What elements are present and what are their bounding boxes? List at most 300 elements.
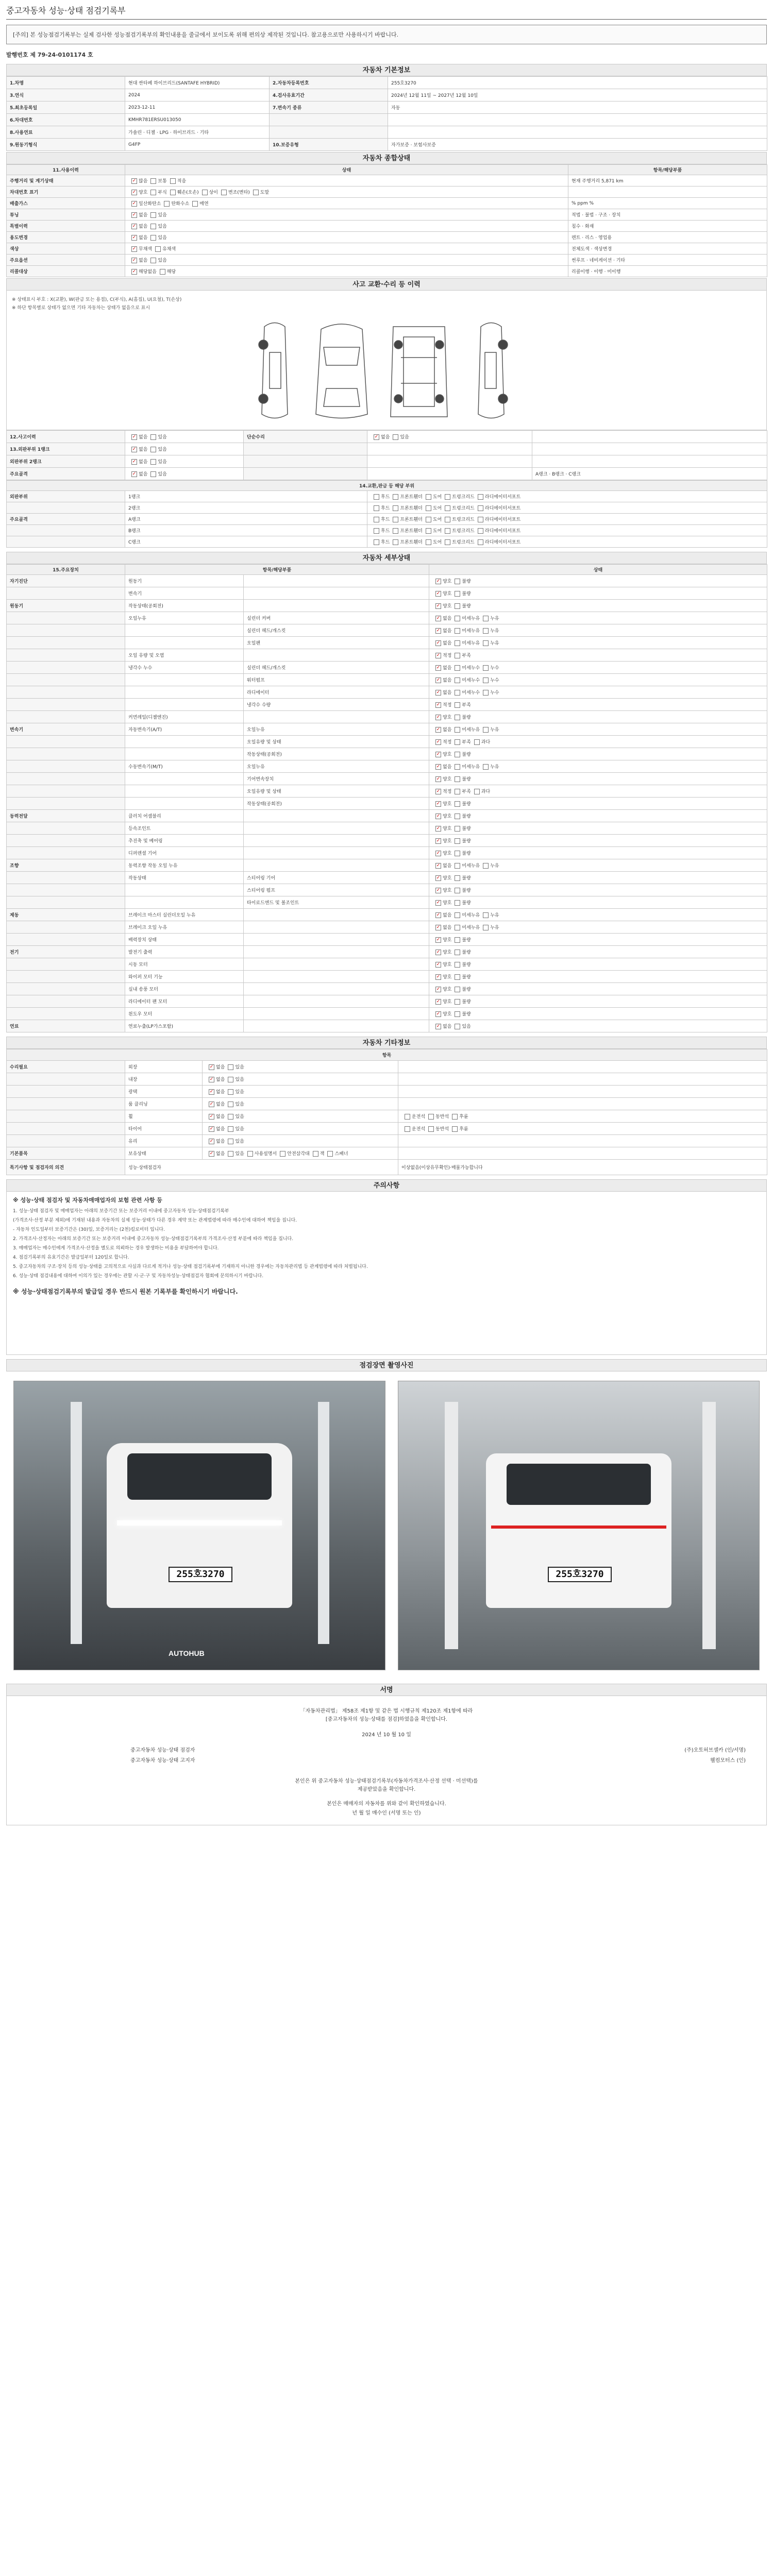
checkbox[interactable] — [435, 640, 441, 646]
checkbox[interactable] — [435, 851, 441, 856]
checkbox[interactable] — [131, 178, 137, 184]
checkbox[interactable] — [374, 528, 379, 534]
checkbox[interactable] — [155, 246, 161, 252]
checkbox[interactable] — [150, 258, 156, 263]
checkbox[interactable] — [478, 494, 483, 500]
basic-info-table — [6, 76, 767, 151]
caution-line: 2. 가격조사·산정자는 아래의 보증기간 또는 보증거리 이내에 중고자동차 성능·상태점검기록부의 가격조사·산정 부분에 따라 책임을 집니다. — [13, 1236, 294, 1242]
checkbox[interactable] — [150, 235, 156, 241]
basic-value: KMHR781ERSU013050 — [125, 114, 270, 126]
section-title-other: 자동차 기타정보 — [6, 1037, 767, 1049]
checkbox[interactable] — [455, 900, 460, 906]
checkbox[interactable] — [435, 628, 441, 634]
checkbox[interactable] — [150, 224, 156, 229]
checkbox[interactable] — [209, 1114, 214, 1120]
checkbox-label: 부족 — [462, 789, 471, 794]
checkbox[interactable] — [435, 814, 441, 819]
checkbox-label: 없음 — [443, 690, 452, 696]
checkbox[interactable] — [455, 764, 460, 770]
checkbox[interactable] — [455, 776, 460, 782]
checkbox[interactable] — [435, 591, 441, 597]
checkbox[interactable] — [455, 851, 460, 856]
checkbox[interactable] — [131, 201, 137, 207]
basic-value: 2024 — [125, 89, 270, 101]
checkbox-label: 양호 — [443, 839, 452, 844]
checkbox[interactable] — [478, 505, 483, 511]
checkbox-label: 양호 — [443, 987, 452, 992]
general-row — [7, 175, 767, 187]
checkbox[interactable] — [374, 434, 379, 440]
lift-pillar-left-rear — [445, 1402, 458, 1649]
checkbox[interactable] — [131, 246, 137, 252]
checkbox[interactable] — [435, 801, 441, 807]
checkbox[interactable] — [428, 1126, 434, 1132]
checkbox[interactable] — [374, 494, 379, 500]
basic-row — [7, 77, 767, 89]
detail-state — [429, 995, 767, 1008]
checkbox[interactable] — [435, 900, 441, 906]
checkbox[interactable] — [209, 1101, 214, 1107]
checkbox[interactable] — [455, 653, 460, 658]
checkbox[interactable] — [435, 912, 441, 918]
sign-body — [6, 1696, 767, 1825]
checkbox[interactable] — [455, 665, 460, 671]
general-key: 배출가스 — [7, 198, 125, 209]
checkbox[interactable] — [455, 640, 460, 646]
checkbox[interactable] — [435, 987, 441, 992]
photos-section — [6, 1359, 767, 1679]
checkbox-label: 후드 — [381, 529, 390, 534]
detail-sub: 윈도우 모터 — [125, 1008, 244, 1020]
checkbox[interactable] — [455, 912, 460, 918]
detail-row — [7, 946, 767, 958]
checkbox[interactable] — [150, 447, 156, 452]
detail-item: 라디에이터 — [244, 686, 429, 699]
detail-group — [7, 674, 125, 686]
exchange-parts — [367, 502, 767, 514]
checkbox[interactable] — [455, 888, 460, 893]
checkbox[interactable] — [393, 505, 398, 511]
detail-item: 냉각수 수량 — [244, 699, 429, 711]
checkbox[interactable] — [192, 201, 198, 207]
detail-group: 연료 — [7, 1020, 125, 1032]
general-header-usage: 11.사용이력 — [7, 165, 125, 175]
opinion-inspector-label: 성능·상태점검자 — [125, 1160, 398, 1175]
general-detail — [568, 187, 767, 198]
checkbox[interactable] — [483, 665, 489, 671]
checkbox[interactable] — [131, 258, 137, 263]
checkbox[interactable] — [455, 875, 460, 881]
basic-key-2: 7.변속기 종류 — [270, 101, 388, 114]
checkbox[interactable] — [455, 752, 460, 757]
detail-row — [7, 736, 767, 748]
checkbox[interactable] — [435, 764, 441, 770]
detail-state — [429, 674, 767, 686]
section-title-caution: 주의사항 — [6, 1179, 767, 1192]
checkbox[interactable] — [170, 178, 176, 184]
checkbox-label: 트렁크리드 — [452, 540, 475, 545]
detail-sub: 커먼레일(디젤엔진) — [125, 711, 244, 723]
checkbox[interactable] — [455, 739, 460, 745]
checkbox[interactable] — [483, 677, 489, 683]
checkbox[interactable] — [313, 1151, 318, 1157]
checkbox[interactable] — [452, 1114, 458, 1120]
checkbox[interactable] — [455, 950, 460, 955]
checkbox[interactable] — [228, 1101, 233, 1107]
checkbox[interactable] — [478, 539, 483, 545]
checkbox-label: 양호 — [443, 950, 452, 955]
checkbox[interactable] — [393, 494, 398, 500]
detail-sub: 자동변속기(A/T) — [125, 723, 244, 736]
checkbox[interactable] — [435, 739, 441, 745]
checkbox[interactable] — [131, 471, 137, 477]
checkbox-label: 프론트휀더 — [400, 540, 423, 545]
checkbox[interactable] — [455, 937, 460, 943]
checkbox[interactable] — [435, 875, 441, 881]
checkbox[interactable] — [209, 1151, 214, 1157]
checkbox[interactable] — [405, 1114, 410, 1120]
detail-sub: 작동상태(공회전) — [125, 600, 244, 612]
checkbox[interactable] — [150, 471, 156, 477]
basic-key: 9.원동기형식 — [7, 139, 125, 151]
detail-state — [429, 1008, 767, 1020]
checkbox[interactable] — [452, 1126, 458, 1132]
buyer-sign-line: 년 월 일 매수인 (서명 또는 인) — [352, 1810, 421, 1816]
checkbox[interactable] — [374, 505, 379, 511]
car-side-left-outline — [262, 323, 288, 418]
general-state — [125, 187, 568, 198]
checkbox[interactable] — [131, 235, 137, 241]
checkbox[interactable] — [426, 494, 431, 500]
other-group: 기본품목 — [7, 1147, 125, 1160]
checkbox-label: 양호 — [443, 851, 452, 856]
checkbox[interactable] — [405, 1126, 410, 1132]
checkbox[interactable] — [455, 1024, 460, 1029]
checkbox[interactable] — [455, 789, 460, 794]
other-group: 수리필요 — [7, 1061, 125, 1073]
checkbox[interactable] — [445, 505, 450, 511]
detail-row — [7, 587, 767, 600]
checkbox[interactable] — [228, 1151, 233, 1157]
checkbox[interactable] — [435, 925, 441, 930]
checkbox-label: 도어 — [432, 495, 442, 500]
general-detail: 적법 · 불법 · 구조 · 장치 — [568, 209, 767, 221]
accident-key-2: 단순수리 — [244, 431, 367, 443]
checkbox-label: 양호 — [443, 752, 452, 757]
wheel-right-rear — [498, 394, 508, 403]
checkbox[interactable] — [483, 764, 489, 770]
notifier-value: 웰컴모터스 (인) — [710, 1758, 746, 1764]
detail-sub: 배력장치 상태 — [125, 934, 244, 946]
checkbox[interactable] — [435, 616, 441, 621]
checkbox[interactable] — [455, 826, 460, 832]
opinion-label: 특기사항 및 점검자의 의견 — [7, 1160, 125, 1175]
checkbox[interactable] — [455, 962, 460, 968]
checkbox-label: 후드 — [381, 506, 390, 511]
checkbox[interactable] — [209, 1064, 214, 1070]
checkbox[interactable] — [150, 434, 156, 440]
checkbox[interactable] — [474, 789, 480, 794]
detail-sub: 디퍼렌셜 기어 — [125, 847, 244, 859]
checkbox[interactable] — [455, 727, 460, 733]
checkbox[interactable] — [150, 190, 156, 195]
checkbox[interactable] — [209, 1077, 214, 1082]
checkbox[interactable] — [131, 190, 137, 195]
checkbox[interactable] — [435, 776, 441, 782]
checkbox[interactable] — [131, 459, 137, 465]
checkbox-label: 훼손(오손) — [177, 190, 199, 195]
buyer-line-3: 본인은 매매자의 자동차를 위와 같이 확인하였습니다. — [327, 1801, 446, 1807]
basic-key: 3.연식 — [7, 89, 125, 101]
checkbox[interactable] — [455, 987, 460, 992]
checkbox[interactable] — [455, 591, 460, 597]
checkbox[interactable] — [426, 539, 431, 545]
checkbox-label: 불량 — [462, 987, 471, 992]
checkbox[interactable] — [435, 752, 441, 757]
other-row — [7, 1135, 767, 1147]
checkbox-label: 없음 — [443, 616, 452, 621]
detail-row — [7, 723, 767, 736]
checkbox[interactable] — [445, 528, 450, 534]
exchange-rank: B랭크 — [125, 525, 367, 536]
detail-state — [429, 934, 767, 946]
checkbox[interactable] — [170, 190, 176, 195]
detail-group: 조향 — [7, 859, 125, 872]
checkbox[interactable] — [428, 1114, 434, 1120]
other-row — [7, 1110, 767, 1123]
checkbox[interactable] — [483, 863, 489, 869]
checkbox[interactable] — [483, 628, 489, 634]
exchange-row — [7, 491, 767, 502]
checkbox-label: 없음 — [443, 641, 452, 646]
checkbox[interactable] — [393, 517, 398, 522]
checkbox[interactable] — [164, 201, 170, 207]
checkbox[interactable] — [435, 579, 441, 584]
checkbox-label: 없음 — [139, 224, 148, 229]
detail-sub: 등속조인트 — [125, 822, 244, 835]
other-table — [6, 1049, 767, 1175]
checkbox[interactable] — [228, 1077, 233, 1082]
checkbox[interactable] — [455, 715, 460, 720]
checkbox[interactable] — [228, 1089, 233, 1095]
checkbox[interactable] — [150, 459, 156, 465]
general-header-state: 상태 — [125, 165, 568, 175]
checkbox[interactable] — [483, 727, 489, 733]
checkbox[interactable] — [228, 1114, 233, 1120]
checkbox[interactable] — [435, 690, 441, 696]
checkbox[interactable] — [374, 539, 379, 545]
checkbox-label: 스패너 — [334, 1151, 348, 1157]
detail-state — [429, 686, 767, 699]
detail-sub: 작동상태 — [125, 872, 244, 884]
checkbox[interactable] — [435, 789, 441, 794]
other-row — [7, 1098, 767, 1110]
checkbox[interactable] — [209, 1089, 214, 1095]
checkbox[interactable] — [228, 1139, 233, 1144]
accident-section — [6, 278, 767, 548]
detail-row — [7, 896, 767, 909]
checkbox[interactable] — [435, 702, 441, 708]
checkbox[interactable] — [455, 702, 460, 708]
checkbox[interactable] — [202, 190, 208, 195]
checkbox[interactable] — [474, 739, 480, 745]
checkbox[interactable] — [435, 863, 441, 869]
checkbox-label: 미세누유 — [462, 863, 480, 869]
checkbox[interactable] — [131, 212, 137, 218]
checkbox[interactable] — [131, 434, 137, 440]
basic-value-2 — [388, 114, 767, 126]
checkbox-label: 불량 — [462, 777, 471, 782]
checkbox-label: 불량 — [462, 950, 471, 955]
checkbox[interactable] — [435, 1024, 441, 1029]
detail-sub — [125, 736, 244, 748]
checkbox[interactable] — [483, 616, 489, 621]
basic-key: 6.차대번호 — [7, 114, 125, 126]
detail-group — [7, 612, 125, 624]
checkbox[interactable] — [435, 999, 441, 1005]
checkbox-label: 양호 — [443, 999, 452, 1005]
checkbox[interactable] — [455, 1011, 460, 1017]
checkbox[interactable] — [150, 212, 156, 218]
checkbox-label: 도어 — [432, 540, 442, 545]
detail-sub: 브레이크 마스터 실린더오일 누유 — [125, 909, 244, 921]
detail-state — [429, 587, 767, 600]
checkbox[interactable] — [455, 579, 460, 584]
checkbox[interactable] — [209, 1139, 214, 1144]
checkbox[interactable] — [327, 1151, 333, 1157]
checkbox[interactable] — [455, 999, 460, 1005]
detail-table — [6, 564, 767, 1032]
checkbox[interactable] — [483, 925, 489, 930]
checkbox[interactable] — [426, 505, 431, 511]
detail-state — [429, 760, 767, 773]
detail-group — [7, 699, 125, 711]
checkbox[interactable] — [435, 653, 441, 658]
checkbox[interactable] — [280, 1151, 285, 1157]
checkbox-label: 있음 — [158, 447, 167, 452]
checkbox-label: 없음 — [139, 435, 148, 440]
checkbox[interactable] — [209, 1126, 214, 1132]
checkbox[interactable] — [455, 677, 460, 683]
checkbox-label: 동반석 — [435, 1114, 449, 1120]
basic-row — [7, 89, 767, 101]
detail-row — [7, 859, 767, 872]
detail-item: 오일유량 및 상태 — [244, 736, 429, 748]
checkbox[interactable] — [478, 517, 483, 522]
checkbox[interactable] — [435, 715, 441, 720]
checkbox[interactable] — [455, 974, 460, 980]
detail-row — [7, 662, 767, 674]
detail-row — [7, 1008, 767, 1020]
detail-sub — [125, 748, 244, 760]
checkbox[interactable] — [393, 539, 398, 545]
front-brand: AUTOHUB — [169, 1649, 205, 1657]
checkbox[interactable] — [131, 447, 137, 452]
checkbox[interactable] — [483, 640, 489, 646]
other-extra — [398, 1073, 767, 1086]
checkbox[interactable] — [426, 528, 431, 534]
checkbox[interactable] — [435, 665, 441, 671]
checkbox[interactable] — [455, 616, 460, 621]
basic-info-section — [6, 64, 767, 151]
detail-row — [7, 847, 767, 859]
exchange-row — [7, 536, 767, 548]
detail-group — [7, 847, 125, 859]
basic-value: 현대 싼타페 하이브리드(SANTAFE HYBRID) — [125, 77, 270, 89]
detail-sub: 발전기 출력 — [125, 946, 244, 958]
detail-state — [429, 600, 767, 612]
checkbox-label: 불량 — [462, 876, 471, 881]
checkbox[interactable] — [483, 912, 489, 918]
checkbox[interactable] — [455, 925, 460, 930]
checkbox[interactable] — [478, 528, 483, 534]
checkbox-label: 탄화수소 — [171, 201, 190, 207]
checkbox[interactable] — [393, 434, 398, 440]
checkbox[interactable] — [455, 690, 460, 696]
checkbox[interactable] — [435, 974, 441, 980]
checkbox[interactable] — [435, 937, 441, 943]
exchange-row — [7, 525, 767, 536]
checkbox-label: 불량 — [462, 604, 471, 609]
checkbox[interactable] — [445, 517, 450, 522]
detail-item — [244, 921, 429, 934]
section-title-basic: 자동차 기본정보 — [6, 64, 767, 76]
checkbox[interactable] — [455, 863, 460, 869]
checkbox[interactable] — [455, 603, 460, 609]
checkbox[interactable] — [131, 224, 137, 229]
checkbox[interactable] — [435, 1011, 441, 1017]
checkbox[interactable] — [483, 690, 489, 696]
checkbox[interactable] — [221, 190, 227, 195]
checkbox[interactable] — [228, 1126, 233, 1132]
checkbox[interactable] — [435, 727, 441, 733]
checkbox[interactable] — [455, 801, 460, 807]
checkbox[interactable] — [253, 190, 259, 195]
basic-key-2 — [270, 126, 388, 139]
caution-footer: ※ 성능·상태점검기록부의 발급일 경우 반드시 원본 기록부를 확인하시기 바랍니다. — [13, 1288, 238, 1295]
checkbox[interactable] — [455, 814, 460, 819]
checkbox[interactable] — [455, 628, 460, 634]
detail-item: 타이로드엔드 및 볼조인트 — [244, 896, 429, 909]
checkbox[interactable] — [435, 826, 441, 832]
checkbox[interactable] — [150, 178, 156, 184]
detail-state — [429, 884, 767, 896]
front-plate: 255호3270 — [169, 1567, 232, 1582]
checkbox[interactable] — [374, 517, 379, 522]
checkbox[interactable] — [435, 888, 441, 893]
checkbox[interactable] — [435, 603, 441, 609]
checkbox[interactable] — [426, 517, 431, 522]
checkbox[interactable] — [131, 269, 137, 275]
detail-group — [7, 624, 125, 637]
checkbox[interactable] — [455, 838, 460, 844]
checkbox[interactable] — [435, 950, 441, 955]
checkbox[interactable] — [435, 962, 441, 968]
checkbox[interactable] — [435, 677, 441, 683]
checkbox[interactable] — [247, 1151, 253, 1157]
checkbox[interactable] — [445, 539, 450, 545]
detail-state — [429, 822, 767, 835]
detail-row — [7, 835, 767, 847]
checkbox[interactable] — [435, 838, 441, 844]
checkbox-label: 미세누수 — [462, 678, 480, 683]
checkbox[interactable] — [228, 1064, 233, 1070]
checkbox[interactable] — [160, 269, 165, 275]
exchange-group — [7, 536, 125, 548]
checkbox[interactable] — [445, 494, 450, 500]
detail-state — [429, 785, 767, 798]
checkbox[interactable] — [393, 528, 398, 534]
